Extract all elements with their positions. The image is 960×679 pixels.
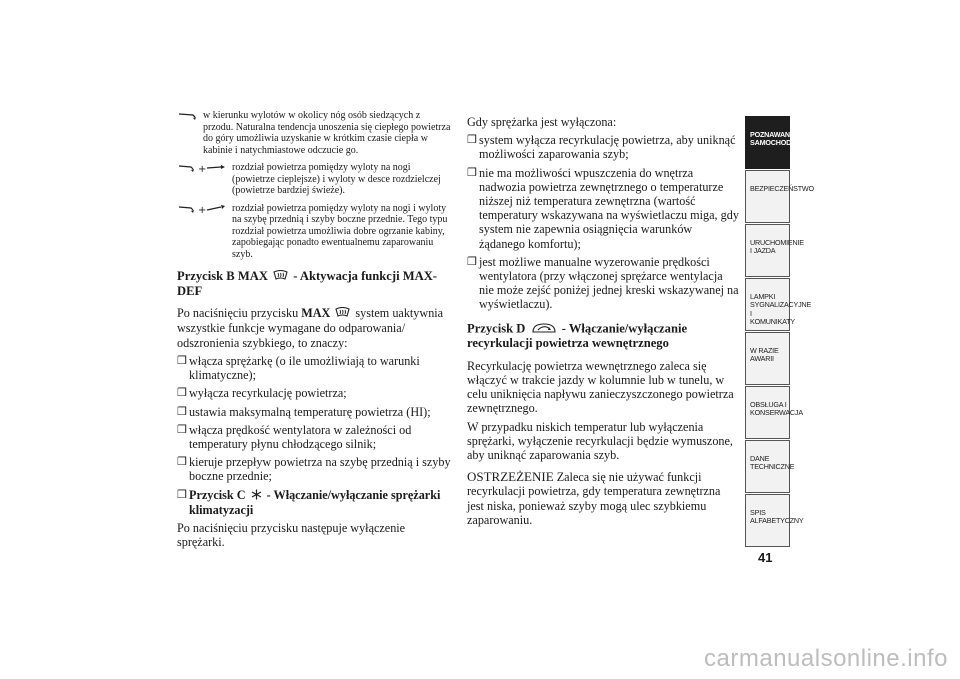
recirculation-para2: W przypadku niskich temperatur lub wyłączenia sprężarki, wyłączenie recyrkulacji będzie wymuszone, aby uniknąć zaparowania szyb. bbox=[467, 419, 733, 463]
foot-and-face-vents-icon bbox=[177, 163, 232, 173]
page-number: 41 bbox=[758, 550, 773, 565]
air-item-text: rozdział powietrza pomiędzy wyloty na nogi i wyloty na szybę przednią i szyby boczne przednie. Tego typu rozdział powietrza umożliwia dobre ogrzanie kabiny, zapobiegając ponadto ewentualnemu zaparowaniu szyb. bbox=[232, 202, 448, 260]
tab-w-razie-awarii[interactable]: W RAZIE AWARII bbox=[745, 332, 790, 385]
snowflake-ac-icon bbox=[251, 489, 262, 503]
air-item-text: w kierunku wylotów w okolicy nóg osób siedzących z przodu. Naturalna tendencja unoszenia się ciepłego powietrza do góry umożliwia uzyskanie w krótkim czasie ciepła w kabinie i natychmiastowe odczucie go. bbox=[203, 110, 451, 156]
tab-dane-techniczne[interactable]: DANE TECHNICZNE bbox=[745, 440, 790, 493]
checkbox-bullet-icon: ❒ bbox=[177, 405, 187, 418]
air-recirculation-icon bbox=[531, 322, 557, 338]
watermark-text: carmanualsonline.info bbox=[704, 645, 948, 672]
list-item: ❒ wyłącza recyrkulację powietrza; bbox=[177, 386, 347, 401]
checkbox-bullet-icon: ❒ bbox=[177, 488, 187, 501]
foot-and-windscreen-vents-icon bbox=[177, 204, 232, 214]
heading-button-c: ❒ Przycisk C - Włączanie/wyłączanie sprężarki klimatyzacji bbox=[177, 487, 441, 517]
heading-button-d: Przycisk D - Włączanie/wyłączanie recyrkulacji powietrza wewnętrznego bbox=[467, 321, 688, 351]
checkbox-bullet-icon: ❒ bbox=[467, 255, 477, 268]
air-item-text: rozdział powietrza pomiędzy wyloty na nogi (powietrze cieplejsze) i wyloty w desce rozdzielczej (powietrze bardziej świeże). bbox=[232, 162, 441, 196]
chapter-tabs bbox=[745, 116, 814, 548]
checkbox-bullet-icon: ❒ bbox=[467, 134, 477, 147]
checkbox-bullet-icon: ❒ bbox=[177, 423, 187, 436]
tab-poznawanie-samochodu[interactable]: POZNAWANIE SAMOCHODU bbox=[745, 116, 790, 169]
windscreen-defrost-icon bbox=[335, 307, 350, 321]
tab-obsluga-i-konserwacja[interactable]: OBSŁUGA I KONSERWACJA bbox=[745, 386, 790, 439]
checkbox-bullet-icon: ❒ bbox=[467, 166, 477, 179]
list-item: ❒ kieruje przepływ powietrza na szybę przednią i szyby boczne przednie; bbox=[177, 455, 451, 484]
list-item: ❒ włącza sprężarkę (o ile umożliwiają to warunki klimatyczne); bbox=[177, 353, 420, 383]
compressor-off-intro: Gdy sprężarka jest wyłączona: bbox=[467, 115, 617, 129]
checkbox-bullet-icon: ❒ bbox=[177, 387, 187, 400]
air-item-feet bbox=[177, 110, 452, 156]
list-item: ❒ jest możliwe manualne wyzerowanie prędkości wentylatora (przy włączonej sprężarce wentylacja nie może zejść poniżej jednej kreski wskazywanej na wyświetlaczu). bbox=[467, 254, 739, 312]
tab-spis-alfabetyczny[interactable]: SPIS ALFABETYCZNY bbox=[745, 494, 790, 547]
right-column bbox=[467, 115, 739, 527]
compressor-outro: Po naciśnięciu przycisku następuje wyłączenie sprężarki. bbox=[177, 521, 406, 550]
recirculation-para1: Recyrkulację powietrza wewnętrznego zaleca się włączyć w trakcie jazdy w kolumnie lub w tunelu, w celu uniknięcia napływu zanieczyszczonego powietrza zewnętrznego. bbox=[467, 358, 734, 416]
tab-uruchomienie-i-jazda[interactable]: URUCHOMIENIE I JAZDA bbox=[745, 224, 790, 277]
air-item-feet-windscreen bbox=[177, 203, 452, 261]
air-item-feet-face bbox=[177, 162, 452, 197]
svg-text:+: + bbox=[198, 164, 207, 173]
list-item: ❒ ustawia maksymalną temperaturę powietrza (HI); bbox=[177, 404, 431, 419]
max-intro: Po naciśnięciu przycisku MAX system uaktywnia wszystkie funkcje wymagane do odparowania/ odszronienia szybkiego, to znaczy: bbox=[177, 306, 444, 350]
tab-lampki-sygnalizacyjne[interactable]: LAMPKI SYGNALIZACYJNE I KOMUNIKATY bbox=[745, 278, 790, 331]
list-item: ❒ nie ma możliwości wpuszczenia do wnętrza nadwozia powietrza zewnętrznego o temperaturze niższej niż temperatura zewnętrzna (wartość temperatury wskazywana na wyświetlaczu miga, gdy system nie zapewnia osiągnięcia warunków żądanego komfortu); bbox=[467, 165, 739, 251]
foot-vents-icon bbox=[177, 111, 203, 121]
checkbox-bullet-icon: ❒ bbox=[177, 354, 187, 367]
list-item: ❒ włącza prędkość wentylatora w zależności od temperatury płynu chłodzącego silnik; bbox=[177, 422, 412, 451]
heading-button-b: Przycisk B MAX - Aktywacja funkcji MAX-DEF bbox=[177, 269, 438, 298]
tab-bezpieczenstwo[interactable]: BEZPIECZEŃSTWO bbox=[745, 170, 790, 223]
warning-note: OSTRZEŻENIE Zaleca się nie używać funkcji recyrkulacji powietrza, gdy temperatura zewnętrzna jest niska, ponieważ szyby mogą ulec szybkiemu zaparowaniu. bbox=[467, 469, 721, 527]
checkbox-bullet-icon: ❒ bbox=[177, 456, 187, 469]
left-column bbox=[177, 110, 452, 549]
list-item: ❒ system wyłącza recyrkulację powietrza, aby uniknąć możliwości zaparowania szyb; bbox=[467, 133, 736, 162]
windscreen-defrost-icon bbox=[273, 270, 288, 285]
svg-text:+: + bbox=[198, 204, 207, 214]
